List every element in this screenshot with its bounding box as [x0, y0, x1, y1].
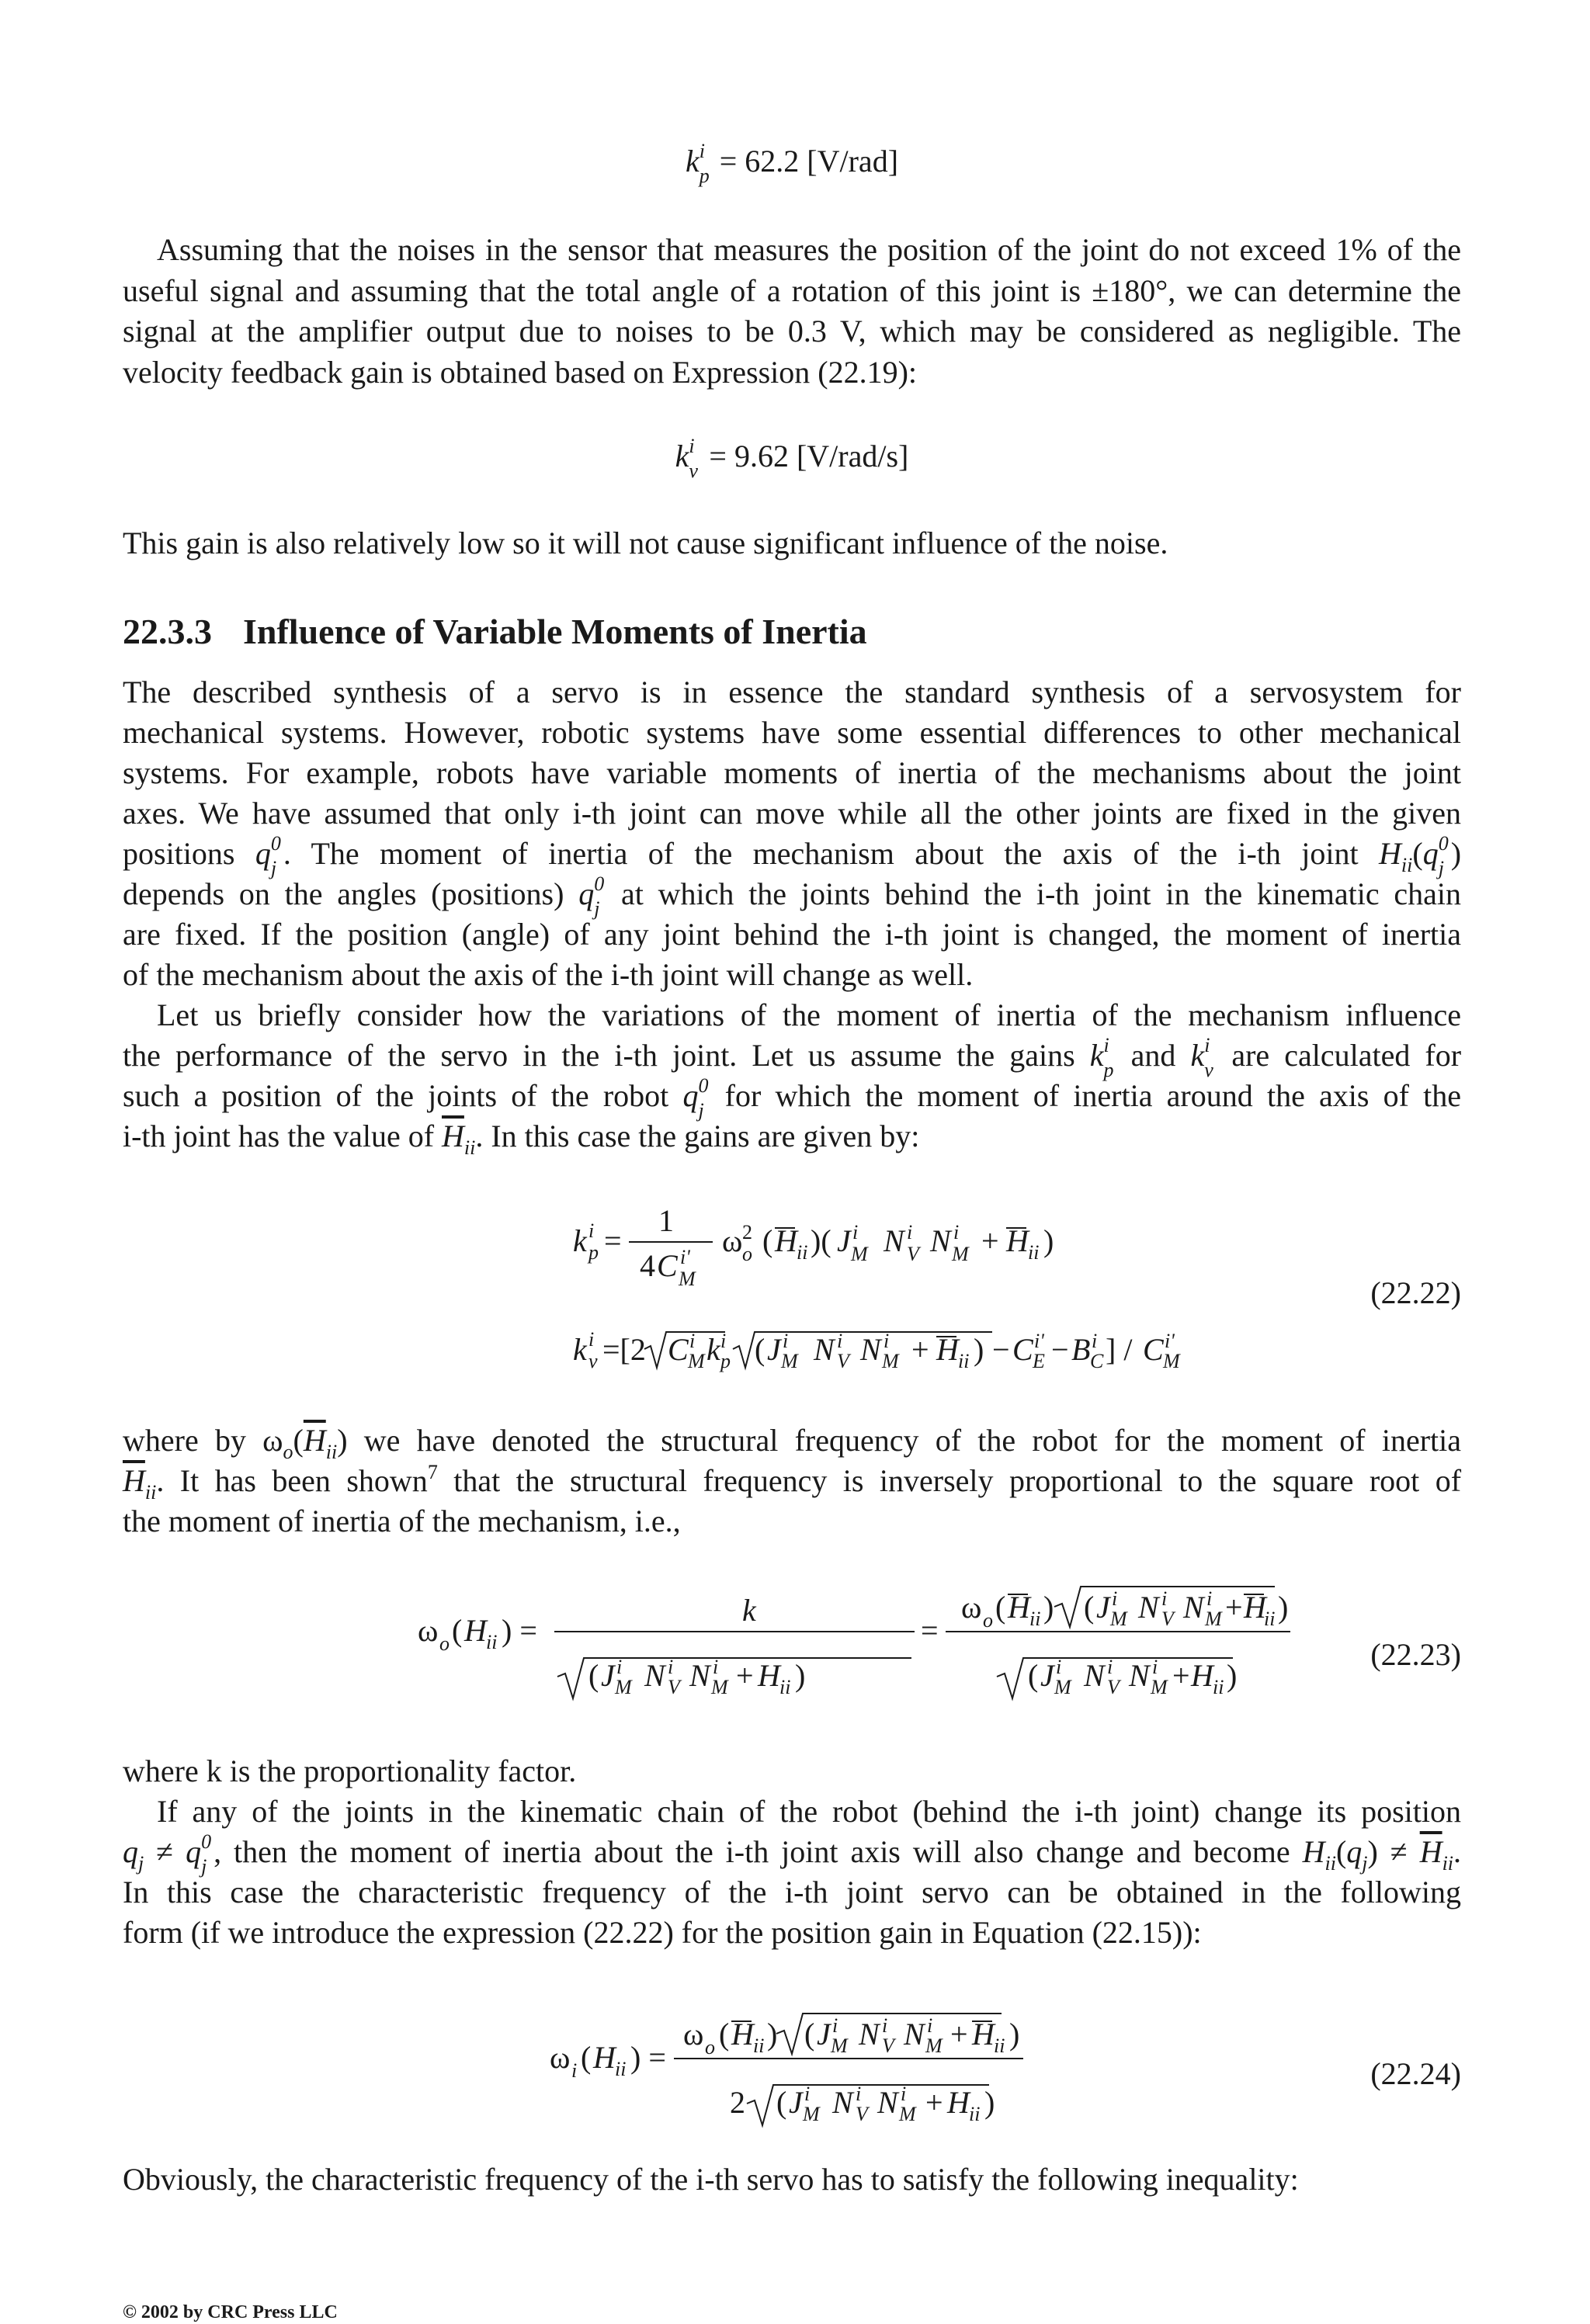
svg-text:J: J [767, 1332, 781, 1367]
svg-text:i: i [783, 1330, 789, 1352]
svg-text:−: − [1051, 1332, 1069, 1367]
svg-text:ii: ii [779, 1676, 791, 1698]
svg-text:o: o [983, 1609, 993, 1632]
svg-text:M: M [882, 1350, 899, 1372]
svg-text:V: V [907, 1243, 919, 1265]
svg-text:J: J [1040, 1658, 1054, 1693]
paragraph-gain-noise: This gain is also relatively low so it will not cause significant influence of the noise. [123, 526, 1168, 560]
svg-text:ii: ii [1213, 1676, 1224, 1698]
paragraph-noise: Assuming that the noises in the sensor that measures the position of the joint do not exceed 1% of the useful signal and assuming that the total angle of a rotation of this joint is ±180°, we can determine the signal at the amplifier output due to noises to be 0.3 V, which may be considered as negligible. The velocity feedback gain is obtained based on Expression (22.19): [123, 232, 1461, 390]
paragraph-inequality: Obviously, the characteristic frequency of the i-th servo has to satisfy the following inequality: [123, 2162, 1299, 2197]
svg-text:i: i [832, 2014, 838, 2037]
svg-text:p: p [720, 1350, 731, 1372]
paragraph-proportionality: where k is the proportionality factor. [123, 1753, 577, 1788]
svg-text:(: ( [1028, 1658, 1039, 1693]
svg-text:2: 2 [742, 1221, 752, 1244]
svg-text:N: N [860, 1332, 881, 1367]
svg-text:): ) [1278, 1590, 1289, 1625]
svg-text:i': i' [680, 1246, 690, 1268]
equation-22-22 [449, 1195, 1180, 1382]
equation-kv-value: k i v = 9.62 [V/rad/s] [675, 435, 909, 482]
svg-text:+: + [925, 2085, 943, 2120]
svg-text:ii: ii [994, 2034, 1005, 2057]
svg-text:): ) [974, 1332, 984, 1367]
svg-text:o: o [705, 2036, 715, 2059]
svg-text:H: H [775, 1223, 797, 1258]
svg-text:(: ( [1084, 1590, 1095, 1625]
equation-22-24 [550, 2003, 1171, 2135]
svg-text:H: H [1008, 1590, 1030, 1625]
svg-text:): ) [767, 2017, 778, 2052]
svg-text:H: H [972, 2017, 995, 2052]
svg-text:o: o [742, 1243, 752, 1265]
equation-number-22-24: (22.24) [1370, 2056, 1461, 2091]
svg-text:V: V [1107, 1676, 1120, 1698]
svg-text:N: N [1183, 1590, 1204, 1625]
svg-text:+: + [911, 1332, 929, 1367]
svg-text:V: V [668, 1676, 680, 1698]
copyright-footer: © 2002 by CRC Press LLC [123, 2302, 338, 2322]
svg-text:H: H [1006, 1223, 1029, 1258]
svg-text:o: o [439, 1632, 450, 1655]
svg-text:] /: ] / [1106, 1332, 1133, 1367]
svg-text:i: i [720, 1330, 727, 1352]
svg-text:i: i [713, 1656, 719, 1678]
svg-text:ii: ii [1028, 1241, 1040, 1264]
svg-text:C: C [657, 1248, 678, 1283]
svg-text:ii: ii [486, 1631, 498, 1653]
svg-text:V: V [856, 2103, 868, 2125]
svg-text:=: = [604, 1223, 622, 1258]
svg-text:C: C [668, 1332, 689, 1367]
svg-text:M: M [711, 1676, 728, 1698]
svg-text:N: N [689, 1658, 710, 1693]
equation-kp-value: k i p = 62.2 [V/rad] [685, 140, 899, 187]
equation-22-23 [418, 1576, 1289, 1708]
svg-text:J: J [837, 1223, 851, 1258]
svg-text:N: N [904, 2017, 925, 2052]
svg-text:): ) [1043, 1590, 1054, 1625]
svg-text:1: 1 [658, 1203, 674, 1238]
svg-text:B: B [1071, 1332, 1091, 1367]
svg-text:M: M [925, 2034, 943, 2057]
svg-text:J: J [601, 1658, 615, 1693]
svg-text:N: N [1138, 1590, 1159, 1625]
svg-text:i': i' [1034, 1330, 1044, 1352]
svg-text:E: E [1033, 1350, 1045, 1372]
svg-text:M: M [615, 1676, 632, 1698]
svg-text:H: H [464, 1613, 487, 1648]
svg-text:=[2: =[2 [602, 1332, 646, 1367]
svg-text:+: + [981, 1223, 999, 1258]
svg-text:ω: ω [722, 1223, 743, 1258]
svg-text:ii: ii [615, 2058, 627, 2080]
svg-text:J: J [1096, 1590, 1110, 1625]
svg-text:N: N [884, 1223, 904, 1258]
svg-text:ω: ω [683, 2017, 704, 2052]
svg-text:k: k [742, 1593, 756, 1628]
svg-text:M: M [688, 1350, 705, 1372]
svg-text:2: 2 [730, 2085, 745, 2120]
svg-text:) =: ) = [502, 1613, 537, 1648]
equation-number-22-22: (22.22) [1370, 1275, 1461, 1310]
svg-text:N: N [877, 2085, 898, 2120]
svg-text:N: N [1084, 1658, 1105, 1693]
svg-text:i: i [804, 2083, 811, 2105]
svg-text:i: i [882, 2014, 888, 2037]
svg-text:+: + [950, 2017, 968, 2052]
svg-text:H: H [758, 1658, 780, 1693]
svg-text:+: + [736, 1658, 754, 1693]
svg-text:H: H [947, 2085, 970, 2120]
svg-text:H: H [1191, 1658, 1213, 1693]
svg-text:i: i [1056, 1656, 1062, 1678]
svg-text:i: i [1152, 1656, 1158, 1678]
svg-text:i: i [907, 1221, 913, 1244]
svg-text:M: M [851, 1243, 868, 1265]
svg-text:v: v [588, 1350, 598, 1372]
svg-text:i: i [852, 1221, 859, 1244]
svg-text:ω: ω [418, 1613, 439, 1648]
svg-text:M: M [803, 2103, 820, 2125]
svg-text:V: V [1161, 1608, 1174, 1630]
svg-text:i: i [588, 1328, 595, 1351]
svg-text:i: i [616, 1656, 623, 1678]
svg-text:(: ( [776, 2085, 787, 2120]
svg-text:M: M [899, 2103, 916, 2125]
svg-text:i: i [1161, 1587, 1168, 1610]
svg-text:(: ( [581, 2040, 592, 2075]
svg-text:H: H [936, 1332, 959, 1367]
svg-text:V: V [882, 2034, 894, 2057]
svg-text:) =: ) = [630, 2040, 666, 2075]
svg-text:H: H [1244, 1590, 1266, 1625]
svg-text:ii: ii [1029, 1608, 1041, 1630]
svg-text:ii: ii [753, 2034, 765, 2057]
svg-text:ii: ii [969, 2103, 981, 2125]
equation-number-22-23: (22.23) [1370, 1637, 1461, 1672]
svg-text:k: k [706, 1332, 720, 1367]
svg-text:N: N [644, 1658, 665, 1693]
svg-text:M: M [679, 1268, 696, 1290]
svg-text:C: C [1090, 1350, 1104, 1372]
svg-text:ii: ii [797, 1241, 808, 1264]
svg-text:(: ( [804, 2017, 815, 2052]
svg-text:−: − [992, 1332, 1010, 1367]
svg-text:N: N [814, 1332, 835, 1367]
svg-text:4: 4 [640, 1248, 655, 1283]
svg-text:i: i [571, 2059, 578, 2082]
svg-text:i': i' [1165, 1330, 1175, 1352]
document-page: k i p = 62.2 [V/rad] Assuming that the noises in the sensor that measures the position of the joint do not exceed 1% of the useful signal and assuming that the total angle of a rotation of this joint is ±180°, we can determine the signal at the amplifier output due to noises to be 0.3 V, which may be considered as negligible. The velocity feedback gain is obtained based on Expression (22.19): k i v = 9.62 [V/rad/s] This gain is also relatively low so it will not cause significant influence of the noise. 22.3.3 Influence of Variable Moments of Inertia The described synthesis of a servo is in essence the standard synthesis of a servosystem for mechanical systems. However, robotic systems have some essential differences to other mechanical systems. For example, robots have variable moments of inertia of the mechanisms about the joint axes. We have assumed that only i-th joint can move while all the other joints are fixed in the given positions q 0 j . The moment of inertia of the mechanism about the axis of the i-th joint $H_{ii}(q$ 0 j ) depends on the angles (positions) q 0 j at which the joints behind the i-th joint in the kinematic chain are fixed. If the position (angle) of any joint behind the i-th joint is changed, the moment of inertia of the mechanism about the axis of the i-th joint will change as well. Let us briefly consider how the variations of the moment of inertia of the mechanism influence the performance of the servo in the i-th joint. Let us assume the gains k i p and k i v are calculated for such a position of the joints of the robot q 0 j for which the moment of inertia around the axis of the i-th joint has the value of $\overline{H}_{ii}$. In this case the gains are given by: k i p = 1 4 C i' M ω 2 o ( H ii )( J i M N i V N i M + H ii ) k i v =[2 C i M k i p ( J i M N i V N i M + H ii ) − C i' E − B i C ] / C i' M (22.22) where by $\omega_o(\overline{H}_{ii})$ we have denoted the structural frequency of the robot for the moment of inertia $\overline{H}_{ii}$. It has been shown$^7$ that the structural frequency is inversely proportional to the square root of the moment of inertia of the mechanism, i.e., ω o ( H ii ) = k ( J i M N i V N i M + H ii ) = ω o ( H ii ) ( J i M N i V N i M + H ii ) ( J i M N i V N i M + H ii ) (22.23) where k is the proportionality factor. If any of the joints in the kinematic chain of the robot (behind the i-th joint) change its position $q_j \ne q$ 0 j , then the moment of inertia about the i-th joint axis will also change and become $H_{ii}(q_j) \ne \overline{H}_{ii}$. In this case the characteristic frequency of the i-th joint servo can be obtained in the following form (if we introduce the expression (22.22) for the position gain in Equation (22.15)): ω i ( H ii ) = ω o ( H ii ) ( J i M N i V N i M + H ii ) 2 ( J i M N i V N i M + H ii ) (22.24) Obviously, the characteristic frequency of the i-th servo has to satisfy the following inequality: © 2002 by CRC Press LLC [123, 140, 1462, 2322]
svg-text:i: i [1206, 1587, 1213, 1610]
svg-text:i: i [1092, 1330, 1098, 1352]
svg-text:): ) [984, 2085, 995, 2120]
svg-text:M: M [781, 1350, 798, 1372]
svg-text:H: H [593, 2040, 616, 2075]
svg-text:p: p [588, 1241, 599, 1264]
svg-text:N: N [1129, 1658, 1150, 1693]
svg-text:C: C [1143, 1332, 1164, 1367]
svg-text:)(: )( [811, 1223, 831, 1258]
svg-text:): ) [795, 1658, 806, 1693]
svg-text:k: k [573, 1223, 587, 1258]
svg-text:M: M [1163, 1350, 1180, 1372]
svg-text:i: i [1112, 1587, 1118, 1610]
svg-text:i: i [837, 1330, 843, 1352]
svg-text:i: i [856, 2083, 862, 2105]
svg-text:+: + [1225, 1590, 1243, 1625]
svg-text:i: i [953, 1221, 960, 1244]
svg-text:H: H [731, 2017, 754, 2052]
section-heading: 22.3.3 Influence of Variable Moments of Inertia [123, 612, 867, 651]
svg-text:): ) [1009, 2017, 1020, 2052]
svg-text:): ) [1043, 1223, 1054, 1258]
svg-text:J: J [789, 2085, 803, 2120]
svg-text:i: i [1107, 1656, 1113, 1678]
svg-text:N: N [859, 2017, 880, 2052]
svg-text:N: N [930, 1223, 951, 1258]
svg-text:k: k [573, 1332, 587, 1367]
svg-text:(: ( [762, 1223, 773, 1258]
svg-text:(: ( [588, 1658, 599, 1693]
svg-text:(: ( [755, 1332, 765, 1367]
svg-text:=: = [921, 1613, 939, 1648]
svg-text:ii: ii [1264, 1608, 1276, 1630]
svg-text:M: M [1151, 1676, 1168, 1698]
svg-text:i: i [901, 2083, 907, 2105]
svg-text:M: M [831, 2034, 848, 2057]
svg-text:(: ( [995, 1590, 1006, 1625]
svg-text:M: M [952, 1243, 969, 1265]
svg-text:N: N [832, 2085, 853, 2120]
svg-text:i: i [689, 1330, 696, 1352]
svg-text:M: M [1054, 1676, 1071, 1698]
svg-text:ω: ω [961, 1590, 982, 1625]
svg-text:i: i [668, 1656, 674, 1678]
svg-text:C: C [1012, 1332, 1033, 1367]
svg-text:ii: ii [958, 1350, 970, 1372]
svg-text:M: M [1205, 1608, 1222, 1630]
svg-text:i: i [927, 2014, 933, 2037]
svg-text:(: ( [719, 2017, 730, 2052]
svg-text:M: M [1110, 1608, 1127, 1630]
svg-text:+: + [1172, 1658, 1190, 1693]
svg-text:V: V [837, 1350, 849, 1372]
svg-text:J: J [817, 2017, 831, 2052]
svg-text:ω: ω [550, 2040, 571, 2075]
svg-text:(: ( [452, 1613, 463, 1648]
svg-text:i: i [588, 1219, 595, 1242]
svg-text:i: i [884, 1330, 890, 1352]
svg-text:): ) [1227, 1658, 1238, 1693]
